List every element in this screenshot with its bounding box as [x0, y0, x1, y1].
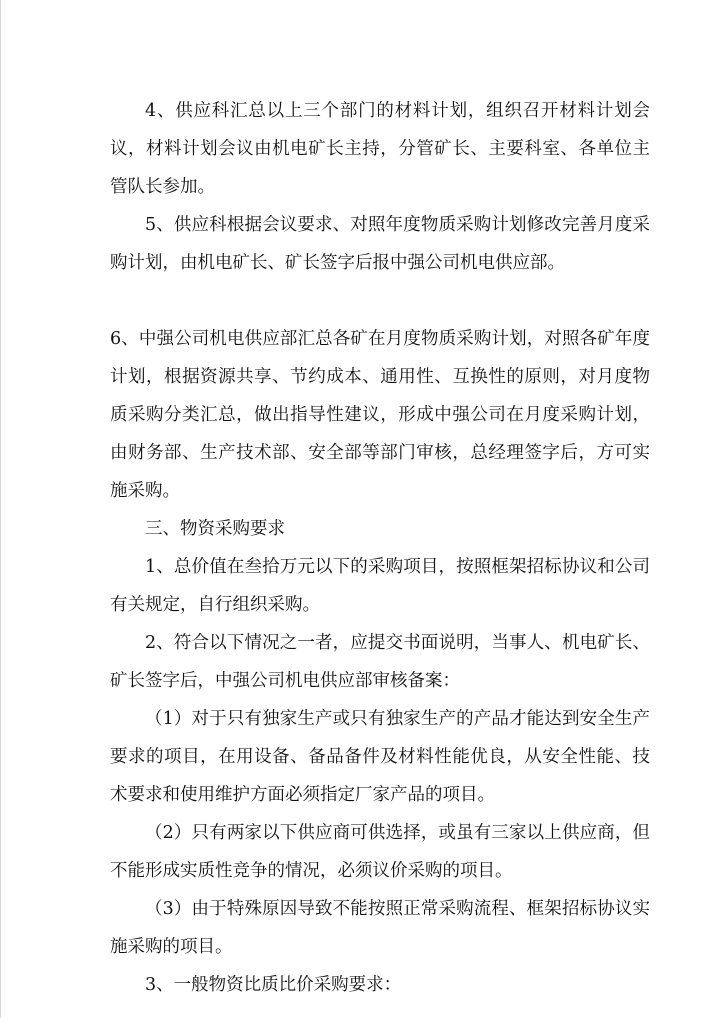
requirement-subitem-2: （2）只有两家以下供应商可供选择，或虽有三家以上供应商，但不能形成实质性竞争的情况，必须议价采购的项目。: [110, 823, 650, 881]
requirement-item-2: 2、符合以下情况之一者，应提交书面说明，当事人、机电矿长、矿长签字后，中强公司机电供应部审核备案：: [110, 633, 650, 691]
paragraph-item-4: 4、供应科汇总以上三个部门的材料计划，组织召开材料计划会议，材料计划会议由机电矿长主持，分管矿长、主要科室、各单位主管队长参加。: [110, 101, 650, 197]
section-heading-procurement-requirements: 三、物资采购要求: [145, 519, 285, 539]
paragraph-item-5: 5、供应科根据会议要求、对照年度物质采购计划修改完善月度采购计划，由机电矿长、矿长签字后报中强公司机电供应部。: [110, 215, 650, 273]
requirement-subitem-1: （1）对于只有独家生产或只有独家生产的产品才能达到安全生产要求的项目，在用设备、备品备件及材料性能优良，从安全性能、技术要求和使用维护方面必须指定厂家产品的项目。: [110, 709, 650, 805]
document-body: [110, 92, 650, 1004]
requirement-subitem-3: （3）由于特殊原因导致不能按照正常采购流程、框架招标协议实施采购的项目。: [110, 899, 650, 957]
requirement-item-1: 1、总价值在叁拾万元以下的采购项目，按照框架招标协议和公司有关规定，自行组织采购。: [110, 557, 650, 615]
paragraph-item-6: 6、中强公司机电供应部汇总各矿在月度物质采购计划，对照各矿年度计划，根据资源共享、节约成本、通用性、互换性的原则，对月度物质采购分类汇总，做出指导性建议，形成中强公司在月度采购计划，由财务部、生产技术部、安全部等部门审核，总经理签字后，方可实施采购。: [110, 329, 650, 501]
requirement-item-3: 3、一般物资比质比价采购要求：: [145, 975, 402, 995]
